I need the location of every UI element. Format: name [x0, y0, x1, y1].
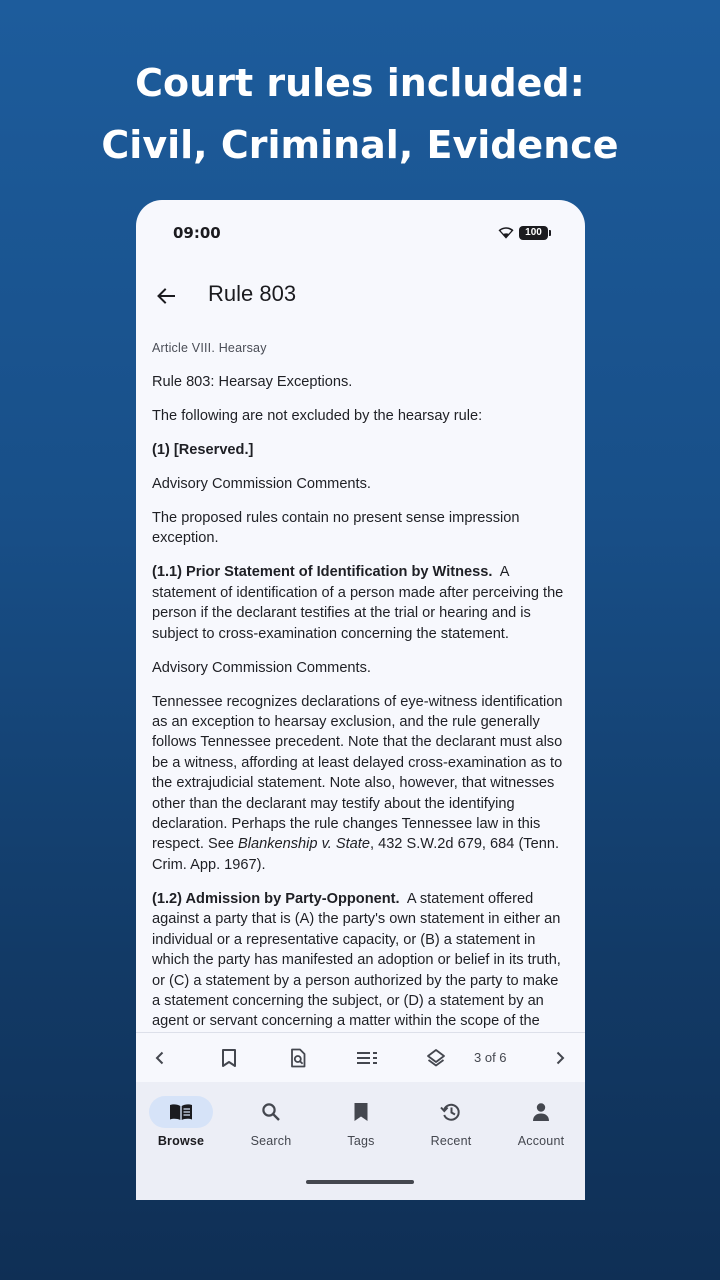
back-button[interactable] — [146, 276, 186, 316]
nav-search-label: Search — [250, 1134, 292, 1148]
headline-line-2: Civil, Criminal, Evidence — [101, 123, 619, 167]
reader-toolbar — [136, 1032, 585, 1082]
book-open-icon — [169, 1102, 193, 1122]
advisory-comment-text: The proposed rules contain no present sense impression exception. — [152, 510, 520, 547]
nav-recent-pill — [419, 1096, 483, 1128]
nav-account-pill — [509, 1096, 573, 1128]
arrow-back-icon — [156, 286, 176, 306]
bottom-navigation — [136, 1082, 585, 1200]
nav-search-pill — [239, 1096, 303, 1128]
page-title: Rule 803 — [208, 281, 297, 306]
contents-list-button[interactable] — [353, 1044, 381, 1072]
nav-browse[interactable] — [136, 1096, 226, 1156]
promo-headline — [0, 52, 720, 176]
find-in-page-button[interactable] — [284, 1044, 312, 1072]
battery-icon: 100 — [519, 226, 548, 240]
case-citation: Blankenship v. State — [238, 836, 370, 853]
status-bar — [136, 200, 585, 266]
nav-tags-label: Tags — [347, 1134, 375, 1148]
nav-search[interactable] — [226, 1096, 316, 1156]
list-icon — [356, 1050, 378, 1066]
status-time: 09:00 — [173, 224, 221, 242]
headline-line-1: Court rules included: — [135, 61, 585, 105]
nav-browse-label: Browse — [157, 1134, 205, 1148]
layers-button[interactable] — [422, 1044, 450, 1072]
chevron-right-icon — [552, 1050, 568, 1066]
person-icon — [531, 1102, 551, 1122]
nav-recent-label: Recent — [430, 1134, 472, 1148]
nav-recent[interactable] — [406, 1096, 496, 1156]
find-in-page-icon — [288, 1048, 308, 1068]
next-page-button[interactable] — [546, 1044, 574, 1072]
advisory-comment-text: Tennessee recognizes declarations of eye-witness identification as an exception to hearsay exclusion, and the rule generally follows Tennessee precedent. Note that the declarant must also be a witness, affording at least delayed cross-examination as to the extrajudicial statement. Note also, however, that witnesses other than the declarant may testify about the identifying declaration. Perhaps the rule changes Tennessee law in this respect. See Blankenship v. State, 432 S.W.2d 679, 684 (Tenn. Crim. App. 1967). — [152, 693, 563, 873]
section-1-1-text: (1.1) Prior Statement of Identification by Witness. A statement of identification of a person made after perceiving the person if the declarant testifies at the trial or hearing and is subject to cross-examination concerning the statement. — [152, 564, 564, 642]
section-1-2-text: (1.2) Admission by Party-Opponent. A statement offered against a party that is (A) the party's own statement in either an individual or a representative capacity, or (B) a statement in which the party has manifested an adoption or belief in its truth, or (C) a statement by a person authorized by the party to make a statement concerning the subject, or (D) a statement by an agent or servant concerning a matter within the scope of the — [152, 890, 561, 1030]
article-label: Article VIII. Hearsay — [152, 341, 267, 355]
advisory-comments-label: Advisory Commission Comments. — [152, 659, 371, 676]
rule-heading-text: Rule 803: Hearsay Exceptions. — [152, 374, 353, 390]
rule-content[interactable] — [136, 326, 585, 1032]
advisory-comments-label: Advisory Commission Comments. — [152, 476, 371, 492]
page-indicator: 3 of 6 — [474, 1050, 507, 1065]
bookmark-icon — [353, 1102, 369, 1122]
section-1-1-heading: (1.1) Prior Statement of Identification by Witness. — [152, 564, 493, 581]
nav-browse-pill — [149, 1096, 213, 1128]
nav-account[interactable] — [496, 1096, 586, 1156]
section-1-heading: (1) [Reserved.] — [152, 442, 254, 458]
layers-icon — [426, 1048, 446, 1068]
intro-text: The following are not excluded by the hearsay rule: — [152, 408, 483, 424]
app-bar — [136, 266, 585, 326]
nav-tags-pill — [329, 1096, 393, 1128]
previous-page-button[interactable] — [146, 1044, 174, 1072]
wifi-icon — [498, 226, 514, 239]
search-icon — [261, 1102, 281, 1122]
nav-tags[interactable] — [316, 1096, 406, 1156]
chevron-left-icon — [152, 1050, 168, 1066]
section-1-2-heading: (1.2) Admission by Party-Opponent. — [152, 890, 400, 907]
nav-account-label: Account — [517, 1134, 565, 1148]
history-icon — [440, 1101, 462, 1123]
phone-screen — [136, 200, 585, 1200]
home-indicator[interactable] — [306, 1180, 414, 1184]
bookmark-button[interactable] — [215, 1044, 243, 1072]
bookmark-outline-icon — [220, 1048, 238, 1068]
